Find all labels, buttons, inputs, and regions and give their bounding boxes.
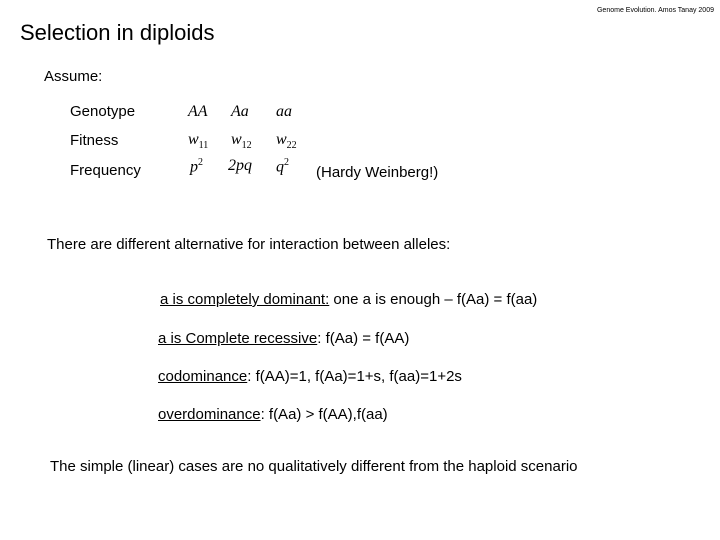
fitness-label: Fitness: [70, 132, 119, 149]
case-overdominance: [158, 406, 388, 423]
case-rest: : f(Aa) = f(AA): [317, 330, 410, 347]
genotype-Aa: Aa: [231, 103, 249, 120]
assume-label: Assume:: [44, 68, 103, 85]
case-completely-dominant: [160, 291, 537, 308]
genotype-AA: AA: [188, 103, 208, 120]
frequency-p2: $p^2$: [190, 157, 203, 176]
frequency-2pq: 2pq: [228, 157, 252, 174]
case-rest: : f(AA)=1, f(Aa)=1+s, f(aa)=1+2s: [247, 368, 462, 385]
case-complete-recessive: [158, 330, 409, 347]
frequency-label: Frequency: [70, 162, 141, 179]
conclusion-text: The simple (linear) cases are no qualitatively different from the haploid scenario: [50, 458, 578, 475]
case-term: a is completely dominant:: [160, 291, 330, 308]
case-rest: : f(Aa) > f(AA),f(aa): [260, 406, 388, 423]
fitness-w12: $w_{12}$: [231, 131, 252, 152]
case-codominance: [158, 368, 462, 385]
fitness-w11: $w_{11}$: [188, 131, 209, 152]
case-term: codominance: [158, 368, 248, 385]
frequency-q2: $q^2$: [276, 157, 289, 176]
header-credit: Genome Evolution. Amos Tanay 2009: [596, 7, 714, 14]
hardy-weinberg-note: (Hardy Weinberg!): [316, 164, 439, 181]
case-term: a is Complete recessive: [158, 330, 318, 347]
case-term: overdominance: [158, 406, 261, 423]
genotype-aa: aa: [276, 103, 292, 120]
slide-title: Selection in diploids: [20, 20, 215, 45]
case-rest: one a is enough – f(Aa) = f(aa): [329, 291, 538, 308]
intro-text: There are different alternative for interaction between alleles:: [47, 236, 451, 253]
fitness-w22: $w_{22}$: [276, 131, 297, 152]
genotype-label: Genotype: [70, 103, 136, 120]
